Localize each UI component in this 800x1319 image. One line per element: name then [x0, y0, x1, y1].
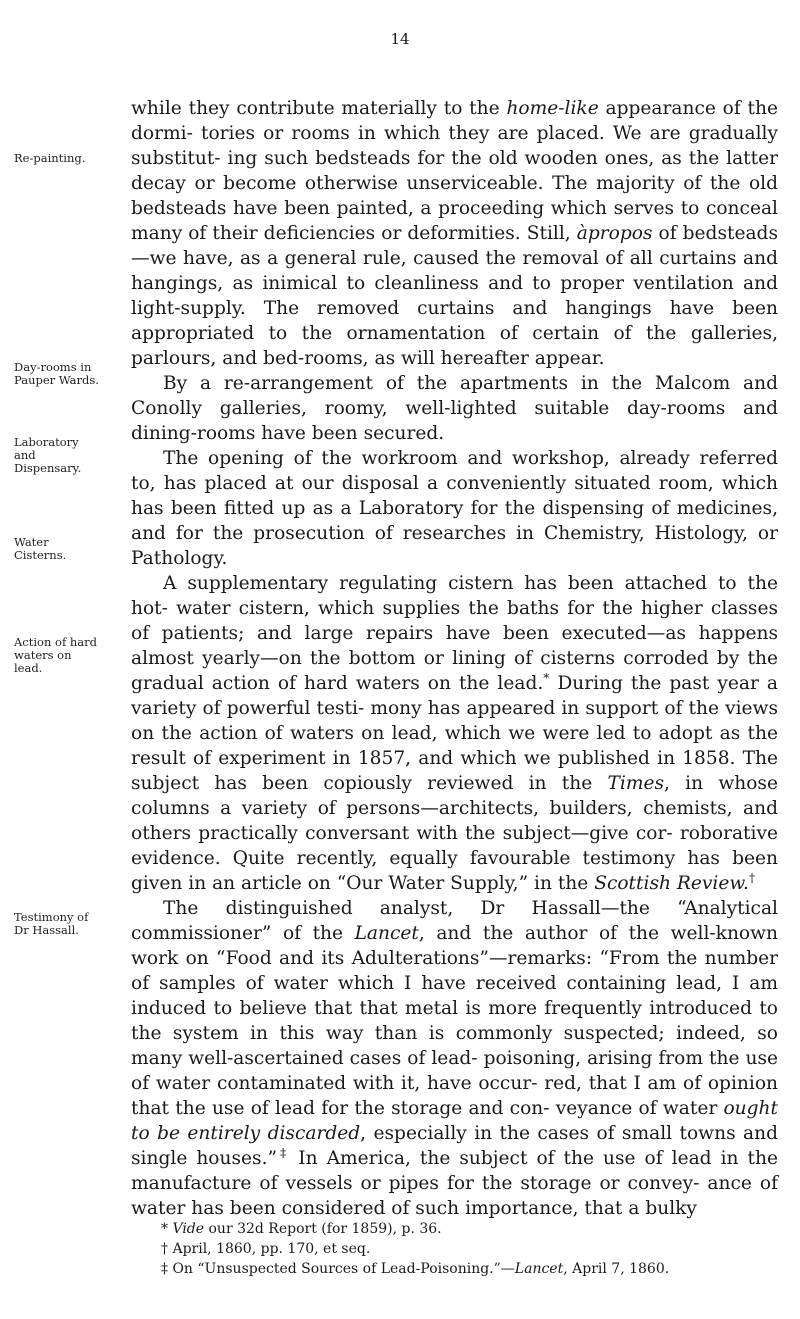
- paragraph-hassall: The distinguished analyst, Dr Hassall—the “Analytical commissioner” of the Lancet, and the author of the well-known work on “Food and its Adulterations”—remarks: “From the number of samples of water which I have received containing lead, I am induced to believe that that metal is more frequently introduced to the system in this way than is commonly suspected; indeed, so many well-ascertained cases of lead- poisoning, arising from the use of water contaminated with it, have occur- red, that I am of opinion that the use of lead for the storage and con- veyance of water ought to be entirely discarded, especially in the cases of small towns and single houses.”‡ In America, the subject of the use of lead in the manufacture of vessels or pipes for the storage or convey- ance of water has been considered of such importance, that a bulky: [131, 898, 778, 1219]
- paragraph-bedsteads: while they contribute materially to the home-like appearance of the dormi- tories or rooms in which they are placed. We are gradually substitut- ing such bedsteads for the old wooden ones, as the latter decay or become otherwise unserviceable. The majority of the old bedsteads have been painted, a proceeding which serves to conceal many of their deficiencies or deformities. Still, àpropos of bedsteads—we have, as a general rule, caused the removal of all curtains and hangings, as inimical to cleanliness and to proper ventilation and light-supply. The removed curtains and hangings have been appropriated to the ornamentation of certain of the galleries, parlours, and bed-rooms, as will hereafter appear.: [131, 98, 779, 369]
- footnotes: [131, 1219, 778, 1279]
- paragraph-laboratory: The opening of the workroom and workshop, already referred to, has placed at our disposal a conveniently situated room, which has been fitted up as a Laboratory for the dispensing of medicines, and for the prosecution of researches in Chemistry, Histology, or Pathology.: [131, 448, 778, 569]
- footnote-2: † April, 1860, pp. 170, et seq.: [161, 1241, 371, 1257]
- margin-note-water-cisterns: Water Cisterns.: [14, 535, 67, 562]
- footnote-ref-3: ‡: [276, 1145, 290, 1160]
- footnote-ref-1: *: [543, 670, 550, 685]
- margin-note-day-rooms: Day-rooms in Pauper Wards.: [14, 360, 99, 387]
- margin-note-testimony-hassall: Testimony of Dr Hassall.: [14, 910, 89, 937]
- margin-note-action-of-hard-waters: Action of hard waters on lead.: [14, 635, 97, 675]
- body-text: [131, 96, 778, 1221]
- margin-note-laboratory: Laboratory and Dispensary.: [14, 435, 82, 475]
- page-number: 14: [390, 30, 410, 48]
- footnote-ref-2: †: [748, 870, 755, 885]
- footnote-1: * Vide our 32d Report (for 1859), p. 36.: [161, 1221, 442, 1237]
- margin-note-repainting: Re-painting.: [14, 151, 86, 165]
- footnote-3: ‡ On “Unsuspected Sources of Lead-Poisoning.”—Lancet, April 7, 1860.: [161, 1261, 670, 1277]
- paragraph-cisterns: A supplementary regulating cistern has been attached to the hot- water cistern, which supplies the baths for the higher classes of patients; and large repairs have been executed—as happens almost yearly—on the bottom or lining of cisterns corroded by the gradual action of hard waters on the lead.* During the past year a variety of powerful testi- mony has appeared in support of the views on the action of waters on lead, which we were led to adopt as the result of experiment in 1857, and which we published in 1858. The subject has been copiously reviewed in the Times, in whose columns a variety of persons—architects, builders, chemists, and others practically conversant with the subject—give cor- roborative evidence. Quite recently, equally favourable testimony has been given in an article on “Our Water Supply,” in the Scottish Review.†: [131, 573, 778, 894]
- paragraph-day-rooms: By a re-arrangement of the apartments in the Malcom and Conolly galleries, roomy, well-lighted suitable day-rooms and dining-rooms have been secured.: [131, 373, 778, 444]
